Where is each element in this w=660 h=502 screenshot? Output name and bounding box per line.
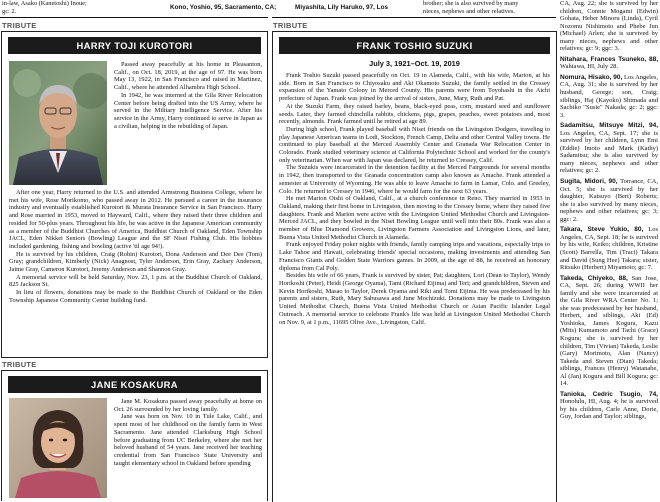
tribute-paragraph: He is survived by his children, Craig (Robin) Kurotori, Dona Anderson and Dee Dee (Tom) Gray; grandchildren, Kimberly (Nick) Anagnost, Tyler Anderson, Erin Gray, Zachary Anderson, Jaime Gray, Cameron Kurotori, Jeremy Anderson and Shannon Gray. xyxy=(9,250,262,274)
obituary-column-right xyxy=(560,0,658,490)
section-rule xyxy=(272,17,556,18)
top-text-line: nieces, nephews and other relatives. xyxy=(423,7,515,15)
top-obituary-fragment xyxy=(423,0,553,15)
tribute-paragraph: At the Suzuki Farm, they raised barley, beans, black-eyed peas, corn, mustard seed and sunflower seeds. Later, they farmed chinchilla rabbits, chickens, pigs, grapes, peaches, sweet potatoes and, most recently, almonds. Frank farmed until he retired at age 89. xyxy=(279,102,550,126)
tribute-paragraph: In lieu of flowers, donations may be made to the Buddhist Church of Oakland or the Eden Township Japanese Community Center building fund. xyxy=(9,289,262,304)
tribute-label: TRIBUTE xyxy=(273,21,308,30)
obit-text: San Jose, CA, Sept. 26; during WWII her family and she were incarcerated at the Gila River WRA Center No. 1; she was predeceased by her husband, Herbert, and siblings, Aki (Ed) Yoshioka, James Kogura, Kazu (Mits) Kumamoto and Tachi (Grace) Kogura; she is survived by her children, Tim (Vivian) Takeda, Leslie (Gary) Morimoto, Alan (Nancy) Takeda and Steven (Dian) Takeda; siblings, Frances (Henry) Watanabe, Al (Jan) Kogura and Bill Kogura; gc: 14. xyxy=(560,274,658,388)
obit-text: Los Angeles, CA, Sept. 18; he is survived by his wife, Keiko; children, Kristine (Scott) Barrella, Tim (Traci) Takara and David (Sung Hee) Takara; sister, Ritsuko (Herbert) Miyamoto; gc: 7. xyxy=(560,226,658,272)
tribute-paragraph: The Suzukis were incarcerated in the detention facility at the Merced Fairgrounds for several months in 1942, then transported to the Granada concentration camp also known as Amache. Frank attended a semester at University of Wyoming. He was able to leave Amache to farm in Lamar, Colo. and Greeley, Colo. He returned to Cressey in 1946, where he would farm for the next 63 years. xyxy=(279,164,550,195)
obit-text: Los Angeles, CA, Aug. 31; she is survived by her husband, George; son, Craig; siblings, Haj (Kayoko) Shimada and Sachiko "Susie" Nakada; gc: 2; ggc: 3. xyxy=(560,73,658,119)
tribute-body-harry xyxy=(9,189,262,305)
obit-name: Sugita, Midori, 90, xyxy=(560,178,618,186)
tribute-paragraph: After one year, Harry returned to the U.S. and attended Armstrong Business College, where he met his wife, Rose Morikomo, who passed away in 2012. He pursued a career in the insurance industry and eventually established Kurotori & Murata Insurance Service in San Francisco. Harry and Rose married in 1953, moved to Hayward, Calif., where they raised their three children and resided for 50-plus years. Throughout his life, he was active in the Japanese American community as a member of the Buddhist Churches of America, Buddhist Church of Oakland, Eden Township JACL, Eden Nikkei Seniors (Bowling) League and the SF Nisei Fishing Club. His hobbies included gardening, fishing and bowling (active 'til age 94!). xyxy=(9,189,262,250)
tribute-box-frank xyxy=(272,31,557,502)
obit-text: CA, Aug. 22; she is survived by her children, Connie Mogami (Edwin) Gohata, Heber Minoru (Linda), Cyril Nozomu Nishimoto and Phebe Jun (Michael) Arlen; she is survived by many nieces, nephews and other relatives; gc: 9; ggc: 3. xyxy=(560,0,658,53)
tribute-box-harry xyxy=(1,31,268,358)
tribute-paragraph: Besides his wife of 66 years, Frank is survived by sister, Pat; daughters, Lori (Dean to Taylor), Wendy Horikoshi (Peter), Heidi (George Oyama), Tami (Richard Eijima) and Teri; and grandchildren, Steven and Kevin Horikoshi, Masao to Taylor, Derek Oyama and Riki and Tomi Eijima. He was predeceased by his parents and sisters, Ruth, Mary Sabusawa and June Mochizuki. Donations may be made to Livingston United Methodist Church, Buena Vista United Methodist Church or Asian Pacific Islander Legal Outreach. A memorial service to celebrate Frank's life was held at Livingston United Methodist Church on Nov. 9, at 1 p.m., 11695 Olive Ave., Livingston, Calif. xyxy=(279,272,550,326)
obituary-entry xyxy=(560,275,658,388)
tribute-label: TRIBUTE xyxy=(2,360,37,369)
tribute-paragraph: In 1942, he was interned at the Gila River Relocation Center before being drafted into the US Army, where he served in the Military Intelligence Service. After his service in the Army, Harry continued to serve in Japan as a civilian, helping in the rebuilding of Japan. xyxy=(114,91,262,130)
obit-name: Sadamitsu, Mitsuye Mitzi, 94, xyxy=(560,122,658,130)
top-obituary-fragment xyxy=(295,4,415,12)
obit-name: Nitahara, Frances Tsuneko, 88, xyxy=(560,55,658,63)
tribute-title: HARRY TOJI KUROTORI xyxy=(8,37,261,54)
tribute-body-frank xyxy=(279,72,550,326)
obit-name: Takara, Steve Yukio, 80, xyxy=(560,226,644,234)
tribute-body-jane xyxy=(114,398,262,467)
obituary-entry xyxy=(560,56,658,71)
top-text-line: brother; she is also survived by many xyxy=(423,0,519,7)
obituary-entry xyxy=(560,391,658,421)
portrait-photo-harry xyxy=(9,61,107,185)
section-rule xyxy=(0,17,268,18)
obit-text: Torrance, CA, Oct. 5; she is survived by her daughter, Katsuyo (Bert) Roberts; she is also survived by many nieces, nephews and other relatives; gc: 3; ggc: 2. xyxy=(560,178,658,223)
obit-name: Takeda, Chiyeko, 88, xyxy=(560,274,628,282)
tribute-dates: July 3, 1921–Oct. 19, 2019 xyxy=(369,59,460,68)
top-obituary-fragment xyxy=(170,4,290,12)
top-text-line: in-law, Asako (Kanetoshi) Inoue; xyxy=(2,0,87,7)
obit-name: Miyashita, Lily Haruko, 97, Los xyxy=(295,4,389,11)
portrait-photo-jane xyxy=(9,398,107,498)
obituary-entry xyxy=(560,74,658,119)
portrait-photo-harry-image xyxy=(9,61,107,185)
tribute-paragraph: A memorial service will be held Saturday, Nov. 23, 1 p.m. at the Buddhist Church of Oakland, 825 Jackson St. xyxy=(9,273,262,289)
obit-name: Nomura, Hisako, 90, xyxy=(560,73,623,81)
obituary-entry xyxy=(560,122,658,175)
obituary-entry xyxy=(560,178,658,223)
tribute-title: FRANK TOSHIO SUZUKI xyxy=(279,37,550,54)
obit-text: Honolulu, HI, Aug. 4; he is survived by his children, Carle Anne, Dorie, Guy, Jordan and Taylor; siblings, xyxy=(560,398,658,421)
tribute-paragraph: Passed away peacefully at his home in Pleasanton, Calif., on Oct. 18, 2019, at the age of 97. He was born May 13, 1922, in San Francisco and raised in Martinez, Calif., where he attended Alhambra High School. xyxy=(114,61,262,92)
portrait-photo-jane-image xyxy=(9,398,107,498)
top-text-line: gc: 2. xyxy=(2,7,17,15)
obit-name: Tanioka, Cedric Tsugio, 74, xyxy=(560,390,658,398)
tribute-paragraph: Jane was born on Nov. 10 in Tule Lake, Calif., and spent most of her childhood on the family farm in West Sacramento. Jane attended Clarksburg High School before graduating from UC Berkeley, where she met her beloved husband of 54 years. Jane received her teaching credential from San Francisco State University and taught elementary school in Oakland before spending xyxy=(114,413,262,467)
obituary-entry xyxy=(560,0,658,53)
tribute-label: TRIBUTE xyxy=(2,21,37,30)
tribute-body-harry-intro xyxy=(114,61,262,130)
tribute-title: JANE KOSAKURA xyxy=(8,376,261,393)
tribute-paragraph: Frank enjoyed Friday poker nights with friends, family camping trips and vacations, especially trips to Lake Tahoe and Hawaii, celebrating friends' special occasions, making investments and attending San Francisco Giants and Golden State Warriors games. In 2009, at the age of 88, he received an honorary diploma from Cal Poly. xyxy=(279,241,550,272)
obituary-entry xyxy=(560,226,658,271)
tribute-paragraph: Frank Toshio Suzuki passed peacefully on Oct. 19 in Alameda, Calif., with his wife, Marion, at his side. Born in San Francisco to Chiyosaku and Aki Okamoto Suzuki, the family settled in the Cressey expansion of the Yamato Colony in Merced County. His parents were from Toyohashi in the Aichi prefecture of Japan. Frank was joined by the arrival of sisters, June, Mary, Ruth and Pat. xyxy=(279,72,550,103)
obit-text: Los Angeles, CA, Sept. 17; she is survived by her children, Lynn Emi (Eddie) Imoto and Mark (Kathy) Sadamitsu; she is also survived by many nieces, nephews and other relatives; gc: 2. xyxy=(560,129,658,175)
tribute-paragraph: During high school, Frank played baseball with Nisei friends on the Livingston Dodgers, traveling to play Japanese American teams in Lodi, Stockton, French Camp, Delta and other Central Valley towns. He continued to play baseball at the Merced Assembly Center and Granada War Relocation Center in Colorado. Frank studied veterinary science at California Polytechnic School and worked for the county's only veterinarian. When war with Japan was declared, he returned to Cressey, Calif. xyxy=(279,125,550,164)
top-obituary-fragment xyxy=(2,0,162,15)
obit-name: Kono, Yoshio, 95, Sacramento, CA; xyxy=(170,4,277,11)
tribute-box-jane xyxy=(1,370,268,501)
obit-text: Wahiawa, HI, July 28. xyxy=(560,63,618,71)
tribute-paragraph: Jane M. Kosakura passed away peacefully at home on Oct. 26 surrounded by her loving family. xyxy=(114,398,262,413)
tribute-paragraph: He met Marion Oishi of Oakland, Calif., at a church conference in Reno. They married in 1953 in Oakland, making their first home in Livingston, then moving to the Cressey home, where they raised five daughters. Frank and Marion were active with the Livingston United Methodist Church and Livingston-Merced JACL, and they bowled in the Nisei Bowling League until well into their 80s. Frank was also a member of Blue Diamond Growers, Livingston Farmers Association and Livingston Lions, and later, Buena Vista United Methodist Church in Alameda. xyxy=(279,195,550,241)
